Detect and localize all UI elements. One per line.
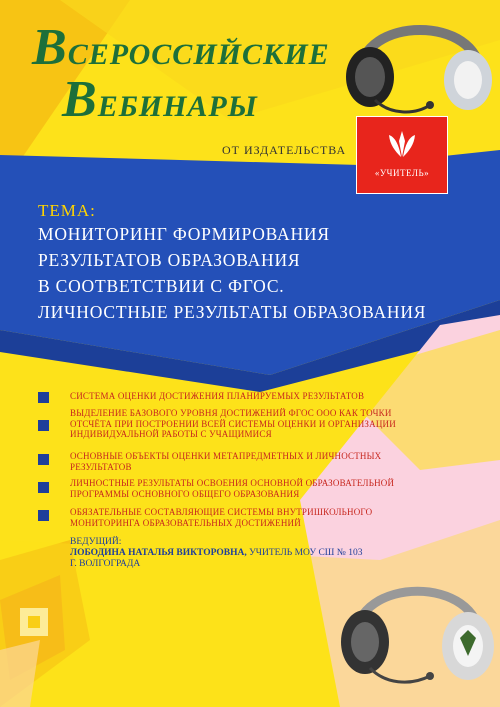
title-line-1-rest: СЕРОССИЙСКИЕ — [67, 38, 330, 71]
title-line-2-rest: ЕБИНАРЫ — [97, 90, 258, 123]
headset-image — [330, 560, 500, 700]
presenter-role: УЧИТЕЛЬ МОУ СШ № 103 — [246, 548, 363, 558]
bullet-square-icon — [38, 420, 49, 431]
list-item: ОБЯЗАТЕЛЬНЫЕ СОСТАВЛЯЮЩИЕ СИСТЕМЫ ВНУТРИШКОЛЬНОГО МОНИТОРИНГА ОБРАЗОВАТЕЛЬНЫХ ДОСТИЖЕНИЙ — [70, 507, 373, 528]
topic-line-4: ЛИЧНОСТНЫЕ РЕЗУЛЬТАТЫ ОБРАЗОВАНИЯ — [38, 302, 427, 322]
list-item: ЛИЧНОСТНЫЕ РЕЗУЛЬТАТЫ ОСВОЕНИЯ ОСНОВНОЙ ОБРАЗОВАТЕЛЬНОЙ ПРОГРАММЫ ОСНОВНОГО ОБЩЕГО ОБРАЗОВАНИЯ — [70, 478, 395, 499]
bullet-square-icon — [38, 454, 49, 465]
publisher-logo — [356, 116, 448, 194]
title-line-1 — [32, 18, 330, 77]
presenter-line — [70, 548, 430, 559]
list-item: ОСНОВНЫЕ ОБЪЕКТЫ ОЦЕНКИ МЕТАПРЕДМЕТНЫХ И ЛИЧНОСТНЫХ РЕЗУЛЬТАТОВ — [70, 451, 382, 472]
publisher-caption: ОТ ИЗДАТЕЛЬСТВА — [222, 143, 347, 157]
headset-image — [340, 5, 500, 125]
topic-line-1: МОНИТОРИНГ ФОРМИРОВАНИЯ — [38, 224, 330, 244]
list-item: СИСТЕМА ОЦЕНКИ ДОСТИЖЕНИЯ ПЛАНИРУЕМЫХ РЕЗУЛЬТАТОВ — [70, 391, 365, 401]
topic-line-3: В СООТВЕТСТВИИ С ФГОС. — [38, 276, 285, 296]
presenter-label: ВЕДУЩИЙ: — [70, 537, 122, 547]
title-line-2-cap: В — [62, 71, 98, 128]
topic-label: ТЕМА: — [38, 201, 96, 220]
presenter-city: Г. ВОЛГОГРАДА — [70, 559, 141, 569]
list-item: ВЫДЕЛЕНИЕ БАЗОВОГО УРОВНЯ ДОСТИЖЕНИЙ ФГОС ООО КАК ТОЧКИ ОТСЧЁТА ПРИ ПОСТРОЕНИИ ВСЕЙ СИСТЕМЫ ОЦЕНКИ И ОРГАНИЗАЦИИ ИНДИВИДУАЛЬНОЙ РАБОТЫ С УЧАЩИМИСЯ — [70, 408, 396, 439]
bullet-square-icon — [38, 510, 49, 521]
logo-text: «УЧИТЕЛЬ» — [374, 168, 430, 178]
title-line-1-cap: В — [32, 19, 68, 76]
presenter-name: ЛОБОДИНА НАТАЛЬЯ ВИКТОРОВНА, — [70, 548, 247, 558]
title-line-2 — [62, 70, 258, 129]
bullet-square-icon — [38, 482, 49, 493]
book-emblem-icon — [385, 127, 419, 161]
topic-line-2: РЕЗУЛЬТАТОВ ОБРАЗОВАНИЯ — [38, 250, 301, 270]
bullet-square-icon — [38, 392, 49, 403]
